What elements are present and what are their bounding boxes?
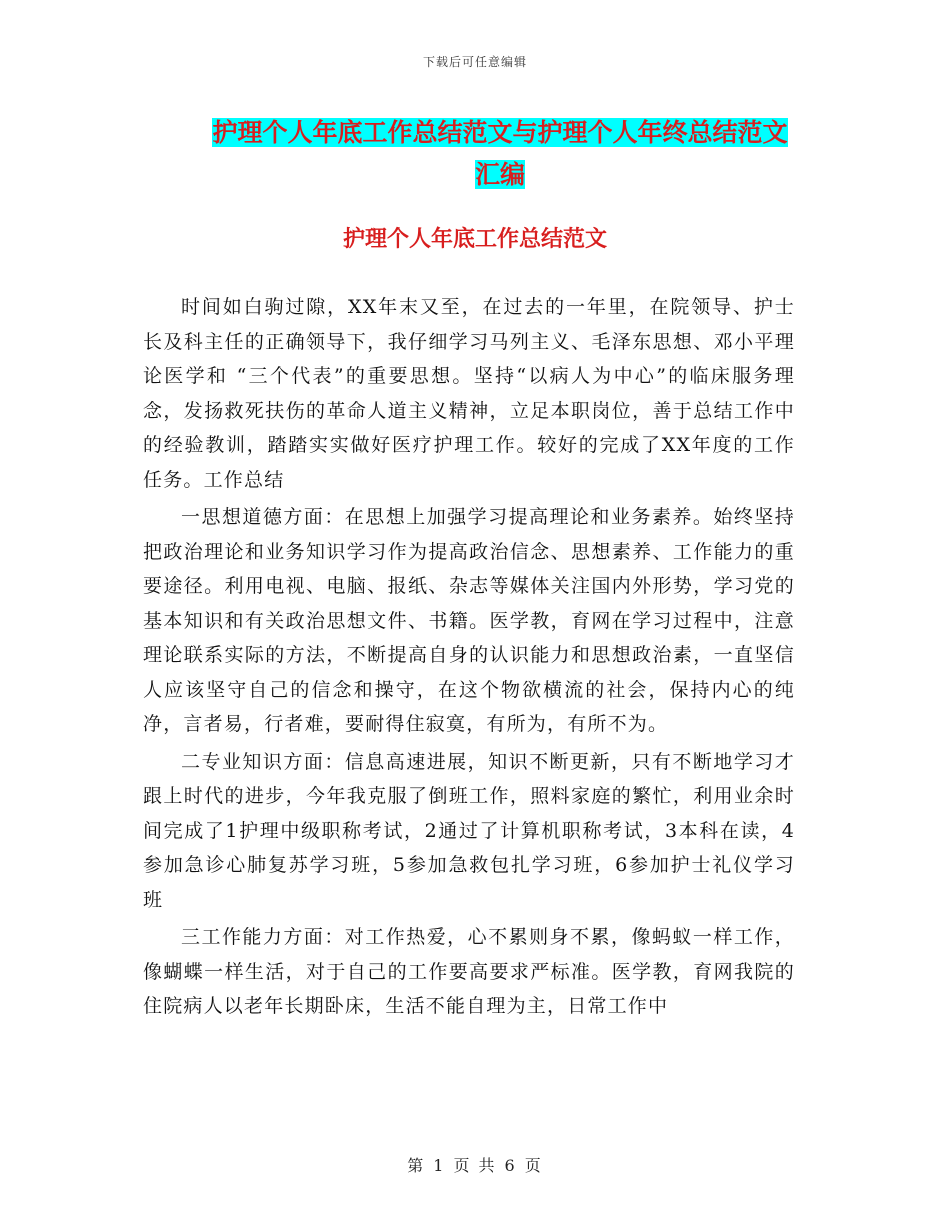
body-text bbox=[143, 290, 795, 1027]
footer-middle: 页 共 bbox=[453, 1156, 497, 1175]
footer-suffix: 页 bbox=[524, 1156, 543, 1175]
total-page-count: 6 bbox=[504, 1156, 517, 1175]
header-note: 下载后可任意编辑 bbox=[422, 55, 527, 69]
section-title: 护理个人年底工作总结范文 bbox=[342, 226, 607, 252]
paragraph: 三工作能力方面：对工作热爱，心不累则身不累，像蚂蚁一样工作，像蝴蝶一样生活，对于自己的工作要高要求严标准。医学教，育网我院的住院病人以老年长期卧床，生活不能自理为主，日常工作中 bbox=[143, 926, 795, 1017]
document-title-line-2: 汇编 bbox=[474, 160, 525, 189]
current-page-number: 1 bbox=[433, 1156, 446, 1175]
paragraph: 时间如白驹过隙，XX年末又至，在过去的一年里，在院领导、护士长及科主任的正确领导下，我仔细学习马列主义、毛泽东思想、邓小平理论医学和 “三个代表”的重要思想。坚持“以病人为中心”的临床服务理念，发扬救死扶伤的革命人道主义精神，立足本职岗位，善于总结工作中的经验教训，踏踏实实做好医疗护理工作。较好的完成了XX年度的工作任务。工作总结 bbox=[143, 296, 795, 491]
footer-prefix: 第 bbox=[407, 1156, 426, 1175]
paragraph: 一思想道德方面：在思想上加强学习提高理论和业务素养。始终坚持把政治理论和业务知识学习作为提高政治信念、思想素养、工作能力的重要途径。利用电视、电脑、报纸、杂志等媒体关注国内外形势，学习党的基本知识和有关政治思想文件、书籍。医学教，育网在学习过程中，注意理论联系实际的方法，不断提高自身的认识能力和思想政治素，一直坚信人应该坚守自己的信念和操守，在这个物欲横流的社会，保持内心的纯净，言者易，行者难，要耐得住寂寞，有所为，有所不为。 bbox=[143, 506, 795, 735]
paragraph: 二专业知识方面：信息高速进展，知识不断更新，只有不断地学习才跟上时代的进步，今年我克服了倒班工作，照料家庭的繁忙，利用业余时间完成了1护理中级职称考试，2通过了计算机职称考试，3本科在读，4参加急诊心肺复苏学习班，5参加急救包扎学习班，6参加护士礼仪学习班 bbox=[143, 750, 795, 911]
document-title bbox=[150, 112, 850, 196]
page-footer bbox=[0, 1153, 950, 1176]
document-title-line-1: 护理个人年底工作总结范文与护理个人年终总结范文 bbox=[212, 118, 788, 147]
